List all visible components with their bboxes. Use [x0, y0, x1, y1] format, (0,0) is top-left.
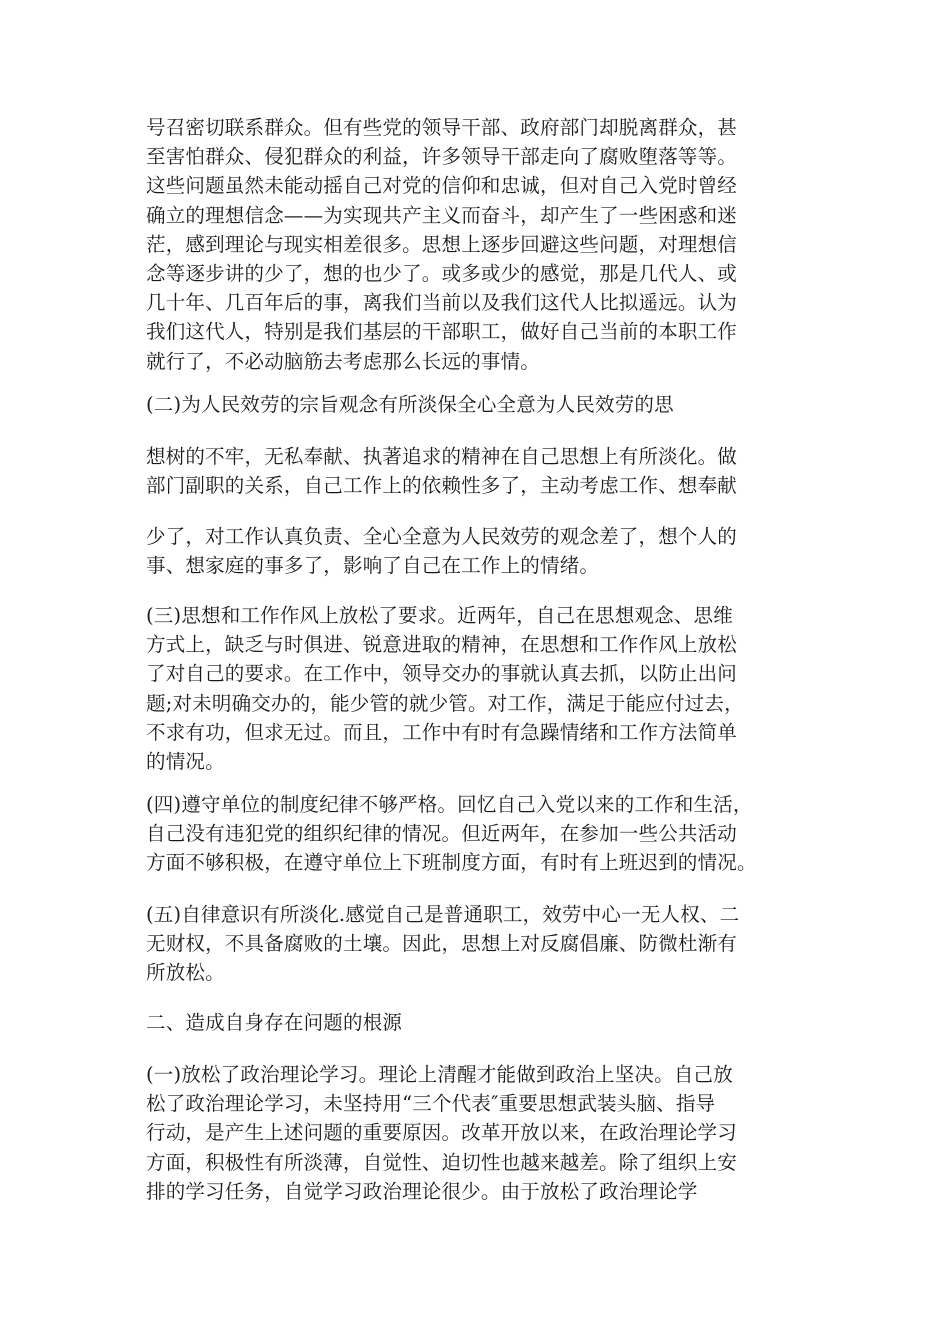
text-line: 行动，是产生上述问题的重要原因。改革开放以来，在政治理论学习 [146, 1121, 738, 1145]
paragraph-section-2 [146, 390, 806, 419]
paragraph-section-2-body [146, 442, 806, 500]
text-line: (三)思想和工作作风上放松了要求。近两年，自己在思想观念、思维 [146, 604, 733, 627]
paragraph-section-2-cont [146, 522, 806, 580]
section-heading-root-causes [146, 1008, 806, 1037]
text-line: 二、造成自身存在问题的根源 [146, 1011, 403, 1034]
text-line: 所放松。 [146, 961, 225, 985]
text-line: 念等逐步讲的少了，想的也少了。或多或少的感觉，那是几代人、或 [146, 262, 738, 286]
text-line: 事、想家庭的事多了，影响了自己在工作上的情绪。 [146, 554, 600, 578]
paragraph-intro-continued [146, 113, 806, 376]
paragraph-section-5 [146, 900, 806, 988]
text-line: (四)遵守单位的制度纪律不够严格。回忆自己入党以来的工作和生活， [146, 793, 753, 816]
text-line: 部门副职的关系，自己工作上的依赖性多了，主动考虑工作、想奉献 [146, 474, 738, 498]
text-line: (二)为人民效劳的宗旨观念有所淡保全心全意为人民效劳的思 [146, 393, 674, 416]
text-line: 茫，感到理论与现实相差很多。思想上逐步回避这些问题，对理想信 [146, 232, 738, 256]
text-line: 确立的理想信念——为实现共产主义而奋斗，却产生了一些困惑和迷 [146, 203, 738, 227]
text-line: 至害怕群众、侵犯群众的利益，许多领导干部走向了腐败堕落等等。 [146, 145, 738, 169]
text-line: 几十年、几百年后的事，离我们当前以及我们这代人比拟遥远。认为 [146, 291, 738, 315]
text-line: (五)自律意识有所淡化.感觉自己是普通职工，效劳中心一无人权、二 [146, 903, 740, 926]
text-line: 方式上，缺乏与时俱进、锐意进取的精神，在思想和工作作风上放松 [146, 633, 738, 657]
text-line: 方面不够积极，在遵守单位上下班制度方面，有时有上班迟到的情况。 [146, 851, 757, 875]
text-line: 自己没有违犯党的组织纪律的情况。但近两年，在参加一些公共活动 [146, 822, 738, 846]
text-line: 方面，积极性有所淡薄，自觉性、迫切性也越来越差。除了组织上安 [146, 1150, 738, 1174]
text-line: (一)放松了政治理论学习。理论上清醒才能做到政治上坚决。自己放 [146, 1063, 733, 1086]
text-line: 了对自己的要求。在工作中，领导交办的事就认真去抓，以防止出问 [146, 662, 738, 686]
paragraph-section-4 [146, 790, 806, 878]
text-line: 就行了，不必动脑筋去考虑那么长远的事情。 [146, 349, 541, 373]
text-line: 想树的不牢，无私奉献、执著追求的精神在自己思想上有所淡化。做 [146, 445, 738, 468]
paragraph-section-3 [146, 601, 806, 776]
paragraph-cause-1 [146, 1060, 806, 1206]
text-line: 的情况。 [146, 750, 225, 774]
text-line: 不求有功，但求无过。而且，工作中有时有急躁情绪和工作方法简单 [146, 720, 738, 744]
text-line: 松了政治理论学习，未坚持用“三个代表″重要思想武装头脑、指导 [146, 1092, 716, 1116]
text-line: 少了，对工作认真负责、全心全意为人民效劳的观念差了，想个人的 [146, 525, 738, 548]
text-line: 排的学习任务，自觉学习政治理论很少。由于放松了政治理论学 [146, 1179, 698, 1203]
text-line: 这些问题虽然未能动摇自己对党的信仰和忠诚，但对自己入党时曾经 [146, 174, 738, 198]
text-line: 题;对未明确交办的，能少管的就少管。对工作，满足于能应付过去， [146, 691, 744, 715]
text-line: 我们这代人，特别是我们基层的干部职工，做好自己当前的本职工作 [146, 320, 738, 344]
text-line: 号召密切联系群众。但有些党的领导干部、政府部门却脱离群众，甚 [146, 116, 738, 139]
text-line: 无财权，不具备腐败的土壤。因此，思想上对反腐倡廉、防微杜渐有 [146, 932, 738, 956]
